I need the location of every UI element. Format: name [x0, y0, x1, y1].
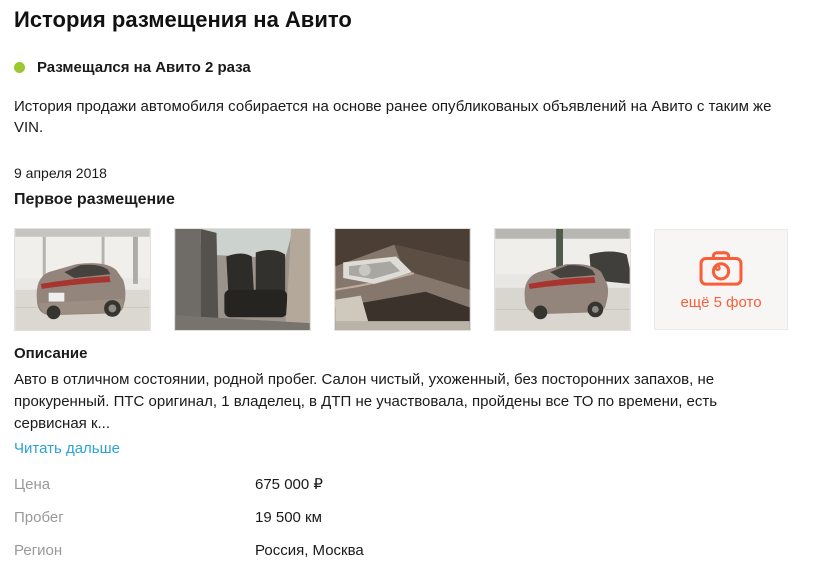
car-photo-rear-view-showroom[interactable]	[494, 228, 631, 331]
car-rear-photo2-image	[495, 229, 630, 330]
status-text: Размещался на Авито 2 раза	[37, 58, 251, 76]
detail-value: Россия, Москва	[255, 542, 364, 559]
avito-history-panel	[0, 5, 813, 564]
detail-value: 675 000 ₽	[255, 476, 323, 493]
camera-icon	[698, 249, 744, 287]
car-rear-photo-image	[15, 229, 150, 330]
car-photo-rear-three-quarter[interactable]	[14, 228, 151, 331]
table-row-price	[14, 468, 799, 501]
more-photos-button[interactable]	[654, 229, 788, 330]
read-more-link[interactable]: Читать дальше	[14, 440, 120, 457]
listing-description-text: Авто в отличном состоянии, родной пробег. Салон чистый, ухоженный, без посторонних запахов, не прокуренный. ПТС оригинал, 1 владелец, в ДТП не участвовала, пройдены все ТО по времени, есть сервисная к...	[14, 371, 718, 432]
car-headlight-photo-image	[335, 229, 470, 330]
table-row-mileage	[14, 501, 799, 534]
history-intro-text: История продажи автомобиля собирается на основе ранее опубликованых объявлений на Авито с таким же VIN.	[14, 98, 772, 136]
placement-heading: Первое размещение	[14, 191, 175, 208]
detail-label: Цена	[14, 476, 51, 493]
table-row-region	[14, 534, 799, 564]
photo-gallery	[14, 228, 799, 331]
car-photo-interior-seats[interactable]	[174, 228, 311, 331]
car-photo-headlight-closeup[interactable]	[334, 228, 471, 331]
details-table	[14, 468, 799, 564]
detail-label: Регион	[14, 542, 63, 559]
status-dot-icon	[14, 62, 25, 73]
placement-status	[14, 57, 799, 77]
car-interior-photo-image	[175, 229, 310, 330]
placement-date: 9 апреля 2018	[14, 165, 107, 181]
detail-label: Пробег	[14, 509, 64, 526]
detail-value: 19 500 км	[255, 509, 322, 526]
more-photos-label: ещё 5 фото	[680, 293, 762, 311]
description-heading: Описание	[14, 345, 88, 362]
page-title: История размещения на Авито	[14, 7, 352, 32]
